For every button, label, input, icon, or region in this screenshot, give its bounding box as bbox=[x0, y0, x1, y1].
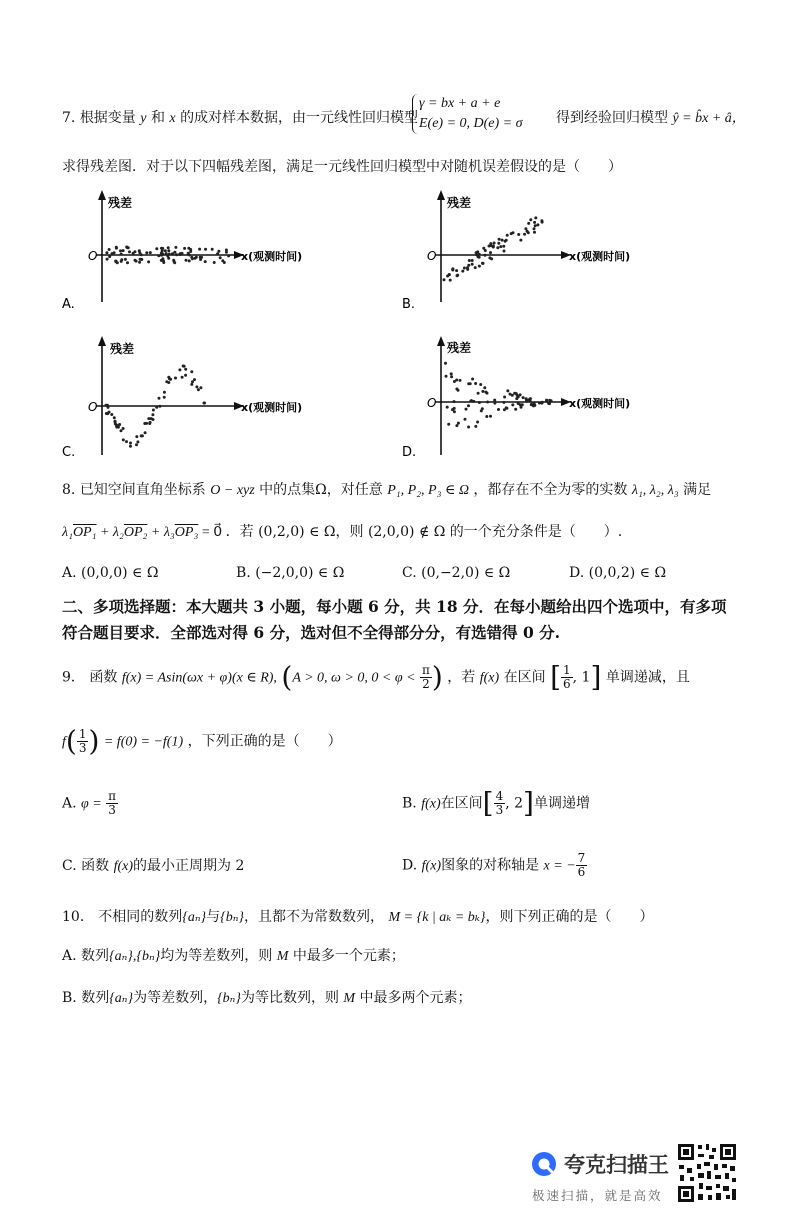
q8-vector-equation: λ₁OP₁ + λ₂OP₂ + λ₃OP₃ = 0⃗ bbox=[62, 525, 223, 540]
graph-c-point bbox=[136, 440, 139, 443]
graph-c-point bbox=[150, 417, 153, 420]
graph-d-point bbox=[497, 408, 500, 411]
graph-a-point bbox=[167, 246, 170, 249]
graph-d-point bbox=[453, 410, 456, 413]
graph-a-point bbox=[183, 247, 186, 250]
graph-b-point bbox=[499, 245, 502, 248]
graph-d-point bbox=[467, 404, 470, 407]
graph-a-point bbox=[225, 251, 228, 254]
watermark-brand: 夸克扫描王 bbox=[564, 1153, 669, 1177]
graph-c-point bbox=[184, 374, 187, 377]
graph-a-point bbox=[125, 246, 128, 249]
graph-d-point bbox=[493, 402, 496, 405]
q8-number: 8. bbox=[62, 482, 76, 498]
graph-b-point bbox=[529, 218, 532, 221]
graph-d-y-arrow bbox=[437, 336, 445, 346]
graph-d-point bbox=[529, 397, 532, 400]
graph-b-xlabel: x(观测时间) bbox=[569, 250, 631, 263]
graph-c-point bbox=[140, 434, 143, 437]
graph-a-point bbox=[113, 251, 116, 254]
graph-c-point bbox=[195, 385, 198, 388]
graph-b-origin: O bbox=[427, 249, 437, 263]
graph-b-point bbox=[443, 278, 446, 281]
graph-a-xlabel: x(观测时间) bbox=[241, 250, 303, 263]
graph-b-point bbox=[523, 233, 526, 236]
graph-d-point bbox=[511, 403, 514, 406]
graph-b-point bbox=[517, 233, 520, 236]
q9-number: 9． bbox=[62, 669, 85, 686]
graph-d-point bbox=[486, 392, 489, 395]
q8-option-c: C. (0,−2,0) ∈ Ω bbox=[402, 565, 511, 581]
graph-d-point bbox=[444, 362, 447, 365]
graph-c-point bbox=[105, 404, 108, 407]
graph-d-point bbox=[474, 425, 477, 428]
graph-c-point bbox=[135, 443, 138, 446]
graph-a-point bbox=[108, 255, 111, 258]
graph-b-point bbox=[533, 227, 536, 230]
q9-option-d: D. f(x)图象的对称轴是 x = − $\frac{7}{6}$ bbox=[402, 851, 586, 879]
q10-number: 10． bbox=[62, 909, 94, 925]
q10-option-b: B. 数列{aₙ}为等差数列，{bₙ}为等比数列，则 M 中最多两个元素； bbox=[62, 990, 472, 1006]
q8-line1: 8. 已知空间直角坐标系 O − xyz 中的点集Ω，对任意 P₁, P₂, P₃ ∈ Ω ，都存在不全为零的实数 λ₁, λ₂, λ₃ 满足 bbox=[62, 482, 712, 498]
graph-a-point bbox=[165, 252, 168, 255]
graph-a-point bbox=[138, 251, 141, 254]
graph-a-y-arrow bbox=[98, 190, 106, 200]
graph-b-point bbox=[489, 242, 492, 245]
graph-d-point bbox=[521, 403, 524, 406]
graph-d-point bbox=[514, 408, 517, 411]
graph-c-point bbox=[158, 405, 161, 408]
graph-d-point bbox=[455, 388, 458, 391]
graph-d-point bbox=[525, 399, 528, 402]
q7-number: 7. bbox=[62, 110, 76, 126]
graph-d-point bbox=[465, 408, 468, 411]
q7-line1-tail: 得到经验回归模型 ŷ = b̂x + â， bbox=[556, 110, 746, 126]
graph-d-point bbox=[467, 426, 470, 429]
q7-line2: 求得残差图．对于以下四幅残差图，满足一元线性回归模型中对随机误差假设的是（ ） bbox=[62, 159, 622, 175]
q8-line2: λ₁OP₁ + λ₂OP₂ + λ₃OP₃ = 0⃗ ．若 (0,2,0) ∈ Ω，则 (2,0,0) ∉ Ω 的一个充分条件是（ ）. bbox=[62, 524, 623, 540]
graph-a-point bbox=[195, 256, 198, 259]
quark-logo-icon bbox=[530, 1150, 558, 1178]
graph-a-point bbox=[105, 251, 108, 254]
graph-c-point bbox=[190, 383, 193, 386]
graph-a-point bbox=[168, 253, 171, 256]
graph-c-y-arrow bbox=[98, 336, 106, 346]
graph-c-ylabel: 残差 bbox=[110, 342, 135, 356]
graph-c-origin: O bbox=[88, 400, 98, 414]
residual-graph-a bbox=[62, 190, 302, 312]
graph-c-point bbox=[181, 376, 184, 379]
graph-d-point bbox=[511, 394, 514, 397]
graph-a-point bbox=[174, 246, 177, 249]
graph-b-point bbox=[468, 259, 471, 262]
graph-c-point bbox=[190, 370, 193, 373]
graph-a-point bbox=[134, 250, 137, 253]
graph-c-point bbox=[122, 427, 125, 430]
graph-b-point bbox=[534, 216, 537, 219]
q8-option-a: A. (0,0,0) ∈ Ω bbox=[62, 565, 159, 581]
graph-b-point bbox=[512, 231, 515, 234]
residual-graph-d bbox=[402, 336, 630, 460]
graph-d-point bbox=[517, 402, 520, 405]
graph-d-origin: O bbox=[427, 396, 437, 410]
q9-line1: 9． 函数 f(x) = Asin(ωx + φ)(x ∈ R), (A > 0, ω > 0, 0 < φ < $\frac{\pi}{2}$ ) ，若 f(x) 在区间 [ $\frac{1}{6}$ , 1] 单调递减，且 bbox=[62, 660, 690, 694]
graph-d-point bbox=[447, 423, 450, 426]
graph-a-ylabel: 残差 bbox=[108, 196, 133, 210]
graph-c-point bbox=[155, 406, 158, 409]
graph-a-point bbox=[122, 249, 125, 252]
graph-c-point bbox=[120, 429, 123, 432]
graph-a-point bbox=[187, 252, 190, 255]
graph-b-point bbox=[527, 222, 530, 225]
graph-b-point bbox=[489, 251, 492, 254]
graph-d-point bbox=[486, 401, 489, 404]
q9-line2: f( $\frac{1}{3}$ ) = f(0) = −f(1) ，下列正确的是（ ） bbox=[62, 724, 342, 758]
graph-d-point bbox=[479, 383, 482, 386]
graph-c-point bbox=[110, 413, 113, 416]
graph-d-point bbox=[545, 399, 548, 402]
graph-d-point bbox=[446, 406, 449, 409]
graph-a-point bbox=[204, 248, 207, 251]
graph-c-point bbox=[144, 431, 147, 434]
graph-d-point bbox=[503, 396, 506, 399]
graph-a-point bbox=[161, 257, 164, 260]
graph-d-point bbox=[481, 407, 484, 410]
graph-b-point bbox=[534, 224, 537, 227]
graph-a-point bbox=[124, 258, 127, 261]
graph-b-point bbox=[477, 255, 480, 258]
q10-line1: 10． 不相同的数列{aₙ}与{bₙ}，且都不为常数数列， M = {k | aₖ = bₖ}，则下列正确的是（ ） bbox=[62, 909, 654, 925]
graph-b-point bbox=[478, 265, 481, 268]
graph-d-point bbox=[548, 402, 551, 405]
graph-c-point bbox=[163, 391, 166, 394]
graph-c-point bbox=[183, 365, 186, 368]
graph-c-point bbox=[118, 423, 121, 426]
graph-d-point bbox=[469, 400, 472, 403]
graph-c-point bbox=[152, 409, 155, 412]
graph-a-point bbox=[173, 261, 176, 264]
section2-line2: 符合题目要求．全部选对得 6 分，选对但不全得部分分，有选错得 0 分. bbox=[62, 623, 561, 642]
graph-c-point bbox=[114, 422, 117, 425]
graph-a-point bbox=[188, 259, 191, 262]
graph-b-point bbox=[501, 239, 504, 242]
graph-d-point bbox=[450, 375, 453, 378]
graph-c-point bbox=[178, 368, 181, 371]
graph-d-ylabel: 残差 bbox=[447, 341, 472, 355]
graph-c-point bbox=[129, 442, 132, 445]
graph-b-point bbox=[505, 239, 508, 242]
graph-d-point bbox=[533, 404, 536, 407]
graph-a-point bbox=[198, 248, 201, 251]
watermark-slogan: 极速扫描，就是高效 bbox=[532, 1188, 663, 1203]
graph-d-point bbox=[472, 400, 475, 403]
graph-a-point bbox=[171, 252, 174, 255]
graph-b-point bbox=[533, 221, 536, 224]
graph-a-point bbox=[145, 251, 148, 254]
q7-empirical-model: ŷ = b̂x + â， bbox=[672, 111, 746, 126]
graph-a-point bbox=[191, 257, 194, 260]
graph-a-point bbox=[213, 261, 216, 264]
graph-a-point bbox=[227, 254, 230, 257]
graph-b-point bbox=[506, 234, 509, 237]
graph-c-point bbox=[125, 440, 128, 443]
graph-b-point bbox=[502, 245, 505, 248]
graph-c-point bbox=[169, 378, 172, 381]
graph-d-point bbox=[445, 375, 448, 378]
graph-a-point bbox=[120, 260, 123, 263]
graph-d-point bbox=[530, 403, 533, 406]
graph-d-point bbox=[548, 399, 551, 402]
graph-a-point bbox=[155, 247, 158, 250]
graph-c-point bbox=[199, 386, 202, 389]
graph-d-point bbox=[476, 421, 479, 424]
graph-a-point bbox=[134, 259, 137, 262]
graph-b-point bbox=[482, 247, 485, 250]
graph-c-point bbox=[129, 445, 132, 448]
graph-d-point bbox=[455, 379, 458, 382]
graph-a-point bbox=[126, 261, 129, 264]
graph-b-point bbox=[456, 274, 459, 277]
q9-option-c: C. 函数 f(x)的最小正周期为 2 bbox=[62, 858, 245, 874]
section2-line1: 二、多项选择题：本大题共 3 小题，每小题 6 分，共 18 分．在每小题给出四个选项中，有多项 bbox=[62, 597, 727, 616]
graph-c-point bbox=[105, 412, 108, 415]
graph-a-point bbox=[167, 249, 170, 252]
graph-a-point bbox=[175, 253, 178, 256]
graph-d-point bbox=[506, 389, 509, 392]
graph-a-point bbox=[149, 251, 152, 254]
graph-b-point bbox=[497, 242, 500, 245]
scanner-watermark bbox=[530, 1142, 750, 1212]
graph-a-point bbox=[138, 261, 141, 264]
graph-b-point bbox=[484, 254, 487, 257]
graph-c-point bbox=[174, 377, 177, 380]
graph-b-point bbox=[448, 273, 451, 276]
graph-c-point bbox=[151, 413, 154, 416]
graph-d-point bbox=[464, 418, 467, 421]
graph-d-point bbox=[469, 382, 472, 385]
graph-c-point bbox=[148, 422, 151, 425]
graph-d-point bbox=[522, 396, 525, 399]
graph-a-point bbox=[164, 249, 167, 252]
graph-d-point bbox=[477, 392, 480, 395]
graph-b-point bbox=[541, 221, 544, 224]
graph-b-point bbox=[467, 264, 470, 267]
graph-d-point bbox=[455, 424, 458, 427]
graph-a-point bbox=[147, 260, 150, 263]
graph-a-point bbox=[106, 258, 109, 261]
graph-c-point bbox=[197, 388, 200, 391]
graph-d-point bbox=[515, 392, 518, 395]
graph-d-point bbox=[502, 401, 505, 404]
q7-line1: 7. 根据变量 y 和 x 的成对样本数据，由一元线性回归模型 bbox=[62, 110, 419, 126]
graph-a-point bbox=[221, 259, 224, 262]
graph-b-point bbox=[496, 246, 499, 249]
graph-b-y-arrow bbox=[437, 190, 445, 200]
graph-d-points bbox=[444, 362, 553, 429]
graph-b-point bbox=[461, 270, 464, 273]
residual-graph-b bbox=[402, 190, 630, 312]
q7-residual-plots bbox=[0, 180, 800, 480]
graph-d-point bbox=[493, 399, 496, 402]
graph-a-point bbox=[120, 253, 123, 256]
graph-d-xlabel: x(观测时间) bbox=[569, 397, 631, 410]
graph-a-point bbox=[219, 256, 222, 259]
graph-a-point bbox=[128, 250, 131, 253]
graph-a-point bbox=[108, 248, 111, 251]
graph-b-point bbox=[449, 279, 452, 282]
graph-a-point bbox=[162, 261, 165, 264]
q7-model-system: γ = bx + a + e E(e) = 0, D(e) = σ bbox=[412, 94, 523, 134]
graph-c-point bbox=[193, 378, 196, 381]
graph-c-option: C. bbox=[62, 445, 76, 460]
graph-d-point bbox=[478, 401, 481, 404]
graph-d-point bbox=[471, 378, 474, 381]
graph-c-point bbox=[158, 397, 161, 400]
graph-a-point bbox=[160, 252, 163, 255]
qr-code-icon bbox=[676, 1142, 738, 1204]
q10-option-a: A. 数列{aₙ},{bₙ}均为等差数列，则 M 中最多一个元素； bbox=[62, 948, 405, 964]
graph-d-point bbox=[505, 406, 508, 409]
q9-option-b: B. f(x)在区间[ $\frac{4}{3}$ , 2]单调递增 bbox=[402, 786, 590, 820]
graph-c-xlabel: x(观测时间) bbox=[241, 401, 303, 414]
graph-a-point bbox=[115, 247, 118, 250]
graph-b-point bbox=[519, 239, 522, 242]
graph-b-point bbox=[503, 250, 506, 253]
graph-b-point bbox=[471, 263, 474, 266]
graph-a-point bbox=[204, 260, 207, 263]
graph-b-point bbox=[463, 267, 466, 270]
graph-d-point bbox=[474, 382, 477, 385]
graph-d-point bbox=[485, 415, 488, 418]
graph-c-point bbox=[163, 396, 166, 399]
q9-option-a: A. φ = $\frac{\pi}{3}$ bbox=[62, 789, 117, 817]
graph-a-point bbox=[216, 252, 219, 255]
graph-c-point bbox=[135, 435, 138, 438]
graph-c-point bbox=[167, 381, 170, 384]
graph-a-point bbox=[167, 257, 170, 260]
graph-a-point bbox=[185, 259, 188, 262]
graph-a-point bbox=[119, 249, 122, 252]
graph-d-point bbox=[481, 390, 484, 393]
graph-d-point bbox=[489, 415, 492, 418]
graph-b-point bbox=[471, 259, 474, 262]
graph-c-point bbox=[203, 402, 206, 405]
q8-option-d: D. (0,0,2) ∈ Ω bbox=[569, 565, 667, 581]
graph-d-point bbox=[459, 379, 462, 382]
graph-d-point bbox=[457, 422, 460, 425]
graph-b-point bbox=[481, 262, 484, 265]
graph-b-point bbox=[536, 223, 539, 226]
q8-option-b: B. (−2,0,0) ∈ Ω bbox=[236, 565, 345, 581]
graph-b-point bbox=[474, 266, 477, 269]
graph-a-point bbox=[160, 247, 163, 250]
graph-b-point bbox=[498, 238, 501, 241]
graph-b-ylabel: 残差 bbox=[447, 196, 472, 210]
graph-a-origin: O bbox=[88, 249, 98, 263]
graph-c-point bbox=[122, 438, 125, 441]
graph-b-point bbox=[533, 231, 536, 234]
graph-b-point bbox=[488, 256, 491, 259]
graph-d-option: D. bbox=[402, 445, 417, 460]
graph-c-point bbox=[113, 416, 116, 419]
graph-a-point bbox=[199, 258, 202, 261]
graph-a-point bbox=[189, 250, 192, 253]
graph-d-point bbox=[453, 400, 456, 403]
graph-a-point bbox=[179, 253, 182, 256]
graph-b-point bbox=[451, 267, 454, 270]
graph-a-point bbox=[211, 248, 214, 251]
graph-a-option: A. bbox=[62, 297, 75, 312]
graph-b-option: B. bbox=[402, 297, 416, 312]
graph-c-point bbox=[184, 368, 187, 371]
graph-b-point bbox=[493, 242, 496, 245]
graph-a-point bbox=[139, 258, 142, 261]
graph-b-point bbox=[492, 246, 495, 249]
graph-d-point bbox=[483, 386, 486, 389]
graph-d-point bbox=[450, 372, 453, 375]
residual-graph-c bbox=[62, 336, 302, 460]
graph-a-point bbox=[114, 260, 117, 263]
graph-b-point bbox=[455, 269, 458, 272]
graph-b-point bbox=[526, 230, 529, 233]
graph-c-point bbox=[143, 422, 146, 425]
graph-d-point bbox=[540, 402, 543, 405]
graph-b-points bbox=[443, 216, 544, 281]
